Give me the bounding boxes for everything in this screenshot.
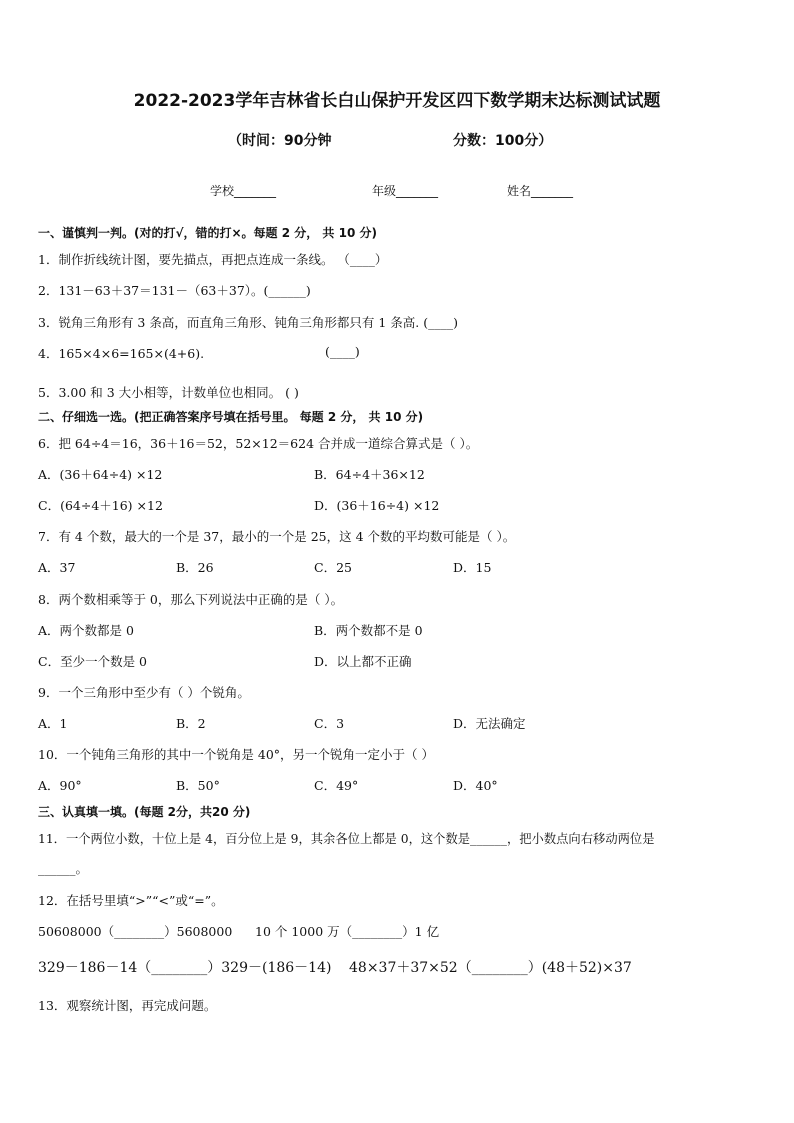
question-11-continued: ______。 [38,861,89,876]
question-10-option-c: C．49° [314,778,359,793]
grade-field: 年级_______ [372,184,439,198]
time-label: （时间：90分钟 [228,133,332,149]
question-9-option-c: C．3 [314,716,345,731]
question-6-option-a: A．(36＋64÷4) ×12 [38,467,163,482]
question-13: 13．观察统计图，再完成问题。 [38,998,217,1013]
question-9-option-a: A．1 [38,716,68,731]
question-12-item-1: 50608000（________）5608000 [38,924,233,939]
question-1: 1．制作折线统计图，要先描点，再把点连成一条线。 （____） [38,252,388,267]
question-4: 4．165×4×6=165×(4+6). [38,346,205,361]
section-1-heading: 一、谨慎判一判。(对的打√，错的打×。每题 2 分， 共 10 分) [38,226,377,240]
question-10: 10．一个钝角三角形的其中一个锐角是 40°，另一个锐角一定小于（ ） [38,747,435,762]
school-field: 学校_______ [210,184,277,198]
name-field: 姓名_______ [507,184,574,198]
question-7-option-b: B．26 [176,560,214,575]
question-4-blank: (____) [325,344,360,359]
question-12-item-2: 10 个 1000 万（________）1 亿 [255,924,440,939]
exam-title: 2022-2023学年吉林省长白山保护开发区四下数学期末达标测试试题 [133,91,661,111]
score-label: 分数：100分） [453,133,553,149]
question-11: 11．一个两位小数，十位上是 4，百分位上是 9，其余各位上都是 0，这个数是______，把小数点向右移动两位是 [38,832,655,846]
section-2-heading: 二、仔细选一选。(把正确答案序号填在括号里。 每题 2 分， 共 10 分) [38,410,424,424]
question-12: 12．在括号里填“>”“<”或“=”。 [38,893,224,908]
question-9: 9．一个三角形中至少有（ ）个锐角。 [38,685,250,700]
question-3: 3．锐角三角形有 3 条高，而直角三角形、钝角三角形都只有 1 条高. (____) [38,315,458,330]
section-3-heading: 三、认真填一填。(每题 2分，共20 分) [38,805,251,819]
question-12-item-3: 329－186－14（________）329－(186－14) [38,960,332,976]
question-9-option-b: B．2 [176,716,206,731]
question-2: 2．131－63＋37＝131－（63＋37）。(______) [38,283,311,298]
question-8-option-a: A．两个数都是 0 [38,623,134,638]
question-7-option-c: C．25 [314,560,352,575]
question-7-option-a: A．37 [38,560,76,575]
exam-subtitle [228,130,553,150]
question-6-option-b: B．64÷4＋36×12 [314,467,425,482]
question-9-option-d: D．无法确定 [453,716,526,731]
question-7: 7．有 4 个数，最大的一个是 37，最小的一个是 25，这 4 个数的平均数可能是（ ）。 [38,529,516,544]
question-5: 5．3.00 和 3 大小相等，计数单位也相同。 ( ) [38,385,299,400]
question-6: 6．把 64÷4＝16，36＋16＝52，52×12＝624 合并成一道综合算式是（ ）。 [38,436,479,451]
question-6-option-d: D．(36＋16÷4) ×12 [314,498,440,513]
question-10-option-d: D．40° [453,778,498,793]
question-12-item-4: 48×37＋37×52（________）(48＋52)×37 [349,960,632,976]
question-8-option-d: D．以上都不正确 [314,654,412,669]
question-7-option-d: D．15 [453,560,492,575]
question-8-option-c: C．至少一个数是 0 [38,654,147,669]
question-8-option-b: B．两个数都不是 0 [314,623,423,638]
question-10-option-b: B．50° [176,778,220,793]
question-10-option-a: A．90° [38,778,82,793]
question-6-option-c: C．(64÷4＋16) ×12 [38,498,163,513]
question-8: 8．两个数相乘等于 0，那么下列说法中正确的是（ ）。 [38,592,344,607]
